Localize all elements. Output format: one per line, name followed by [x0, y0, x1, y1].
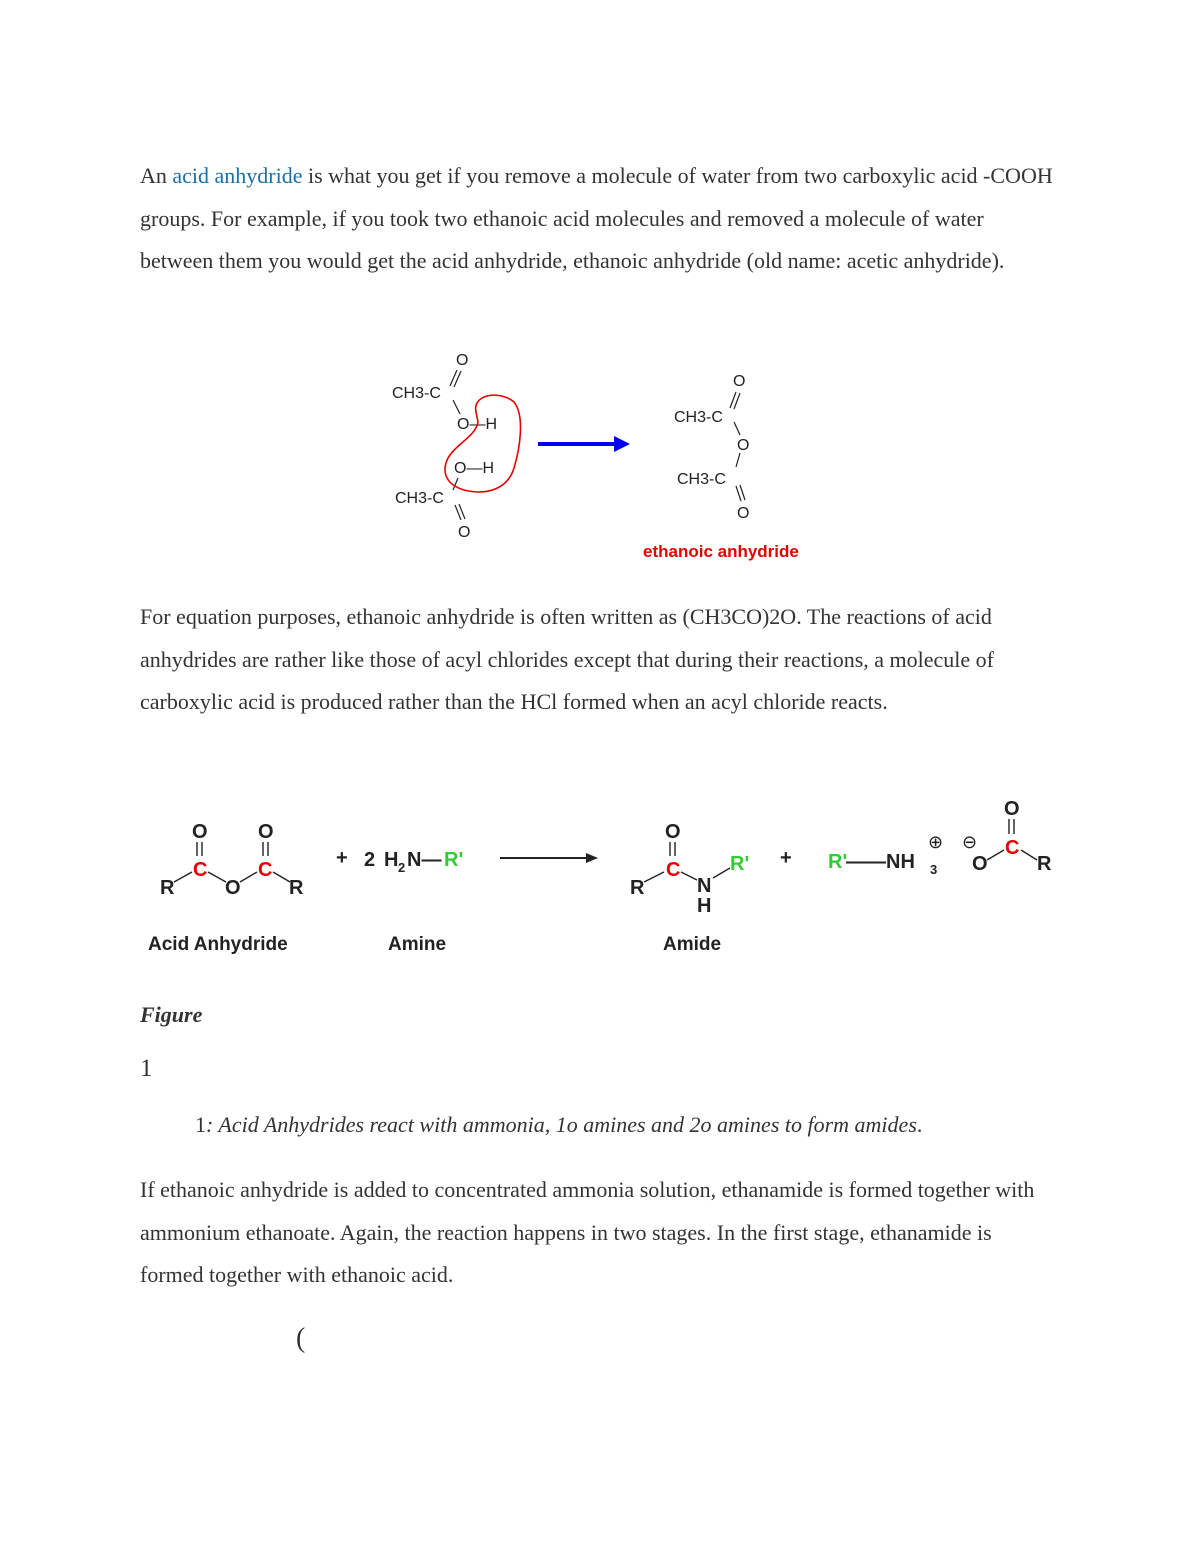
intro-paragraph: [140, 155, 1060, 283]
anhydride-c-left: C: [193, 859, 208, 881]
ammonium-r-group: R': [828, 851, 848, 873]
caption-desc-number: 1: [195, 1112, 206, 1137]
bottom-acid-ch3c: CH3-C: [395, 490, 444, 507]
product-carbonyl-o-top: O: [733, 373, 746, 390]
ammonia-paragraph: If ethanoic anhydride is added to concentrated ammonia solution, ethanamide is formed together with ammonium ethanoate. Again, the reaction happens in two stages. In the first stage, ethanamide is formed together with ethanoic acid.: [140, 1177, 1035, 1287]
amide-r: R: [630, 877, 645, 899]
caption-desc-text: : Acid Anhydrides react with ammonia, 1o amines and 2o amines to form amides: [206, 1112, 917, 1137]
figure-caption-label: Figure: [140, 1002, 203, 1027]
anhydride-r-right: R: [289, 877, 304, 899]
product-ch3c-bottom: CH3-C: [677, 471, 726, 488]
trailing-parenthesis: (: [296, 1323, 306, 1354]
amide-r-group: R': [730, 853, 750, 875]
intro-text-rest: is what you get if you remove a molecule of water from two carboxylic acid -COOH groups. For example, if you took two ethanoic acid molecules and removed a molecule of water between them you would get the acid anhydride, ethanoic anhydride (old name: acetic anhydride).: [140, 163, 1053, 273]
amide-n: N: [697, 875, 712, 897]
ethanoic-anhydride-diagram: [380, 340, 840, 570]
amine-h: H: [384, 849, 399, 871]
positive-charge-icon: ⊕: [928, 832, 944, 852]
product-bridge-o: O: [737, 437, 750, 454]
ethanoic-anhydride-label: ethanoic anhydride: [643, 542, 799, 561]
equation-paragraph: For equation purposes, ethanoic anhydride is often written as (CH3CO)2O. The reactions of acid anhydrides are rather like those of acyl chlorides except that during their reactions, a molecule of carboxylic acid is produced rather than the HCl formed when an acyl chloride reacts.: [140, 604, 994, 714]
anhydride-o-right: O: [258, 821, 274, 843]
amine-subscript-2: 2: [398, 860, 406, 875]
bottom-acid-hydroxyl: O—H: [454, 460, 494, 477]
carboxylate-r: R: [1037, 853, 1052, 875]
anhydride-c-right: C: [258, 859, 273, 881]
intro-text-start: An: [140, 163, 173, 188]
carboxylate-c: C: [1005, 837, 1020, 859]
figure-caption-number: 1: [140, 1055, 153, 1082]
anhydride-amine-reaction-diagram: [140, 790, 1070, 965]
plus-sign-1: +: [336, 847, 348, 869]
anhydride-bridge-o: O: [225, 877, 241, 899]
ammonium-subscript-3: 3: [930, 862, 938, 877]
amide-o: O: [665, 821, 681, 843]
carboxylate-o-minus: O: [972, 853, 988, 875]
amine-coefficient: 2: [364, 849, 376, 871]
bottom-acid-carbonyl-o: O: [458, 524, 471, 541]
amide-label: Amide: [663, 934, 722, 955]
top-acid-hydroxyl: O—H: [457, 416, 497, 433]
product-ch3c-top: CH3-C: [674, 409, 723, 426]
top-acid-carbonyl-o: O: [456, 352, 469, 369]
acid-anhydride-link[interactable]: acid anhydride: [172, 163, 303, 188]
plus-sign-2: +: [780, 847, 792, 869]
anhydride-o-left: O: [192, 821, 208, 843]
amine-r-group: R': [444, 849, 464, 871]
negative-charge-icon: ⊖: [962, 832, 978, 852]
anhydride-r-left: R: [160, 877, 175, 899]
carboxylate-o-top: O: [1004, 798, 1020, 820]
amine-n: N—: [407, 849, 442, 871]
amide-h: H: [697, 895, 712, 917]
acid-anhydride-label: Acid Anhydride: [148, 934, 288, 955]
top-acid-ch3c: CH3-C: [392, 385, 441, 402]
amide-c: C: [666, 859, 681, 881]
caption-desc-end: .: [916, 1112, 923, 1137]
ammonium-nh: ——NH: [846, 851, 915, 873]
figure-caption-description: [195, 1112, 922, 1138]
amine-label: Amine: [388, 934, 447, 955]
product-carbonyl-o-bottom: O: [737, 505, 750, 522]
